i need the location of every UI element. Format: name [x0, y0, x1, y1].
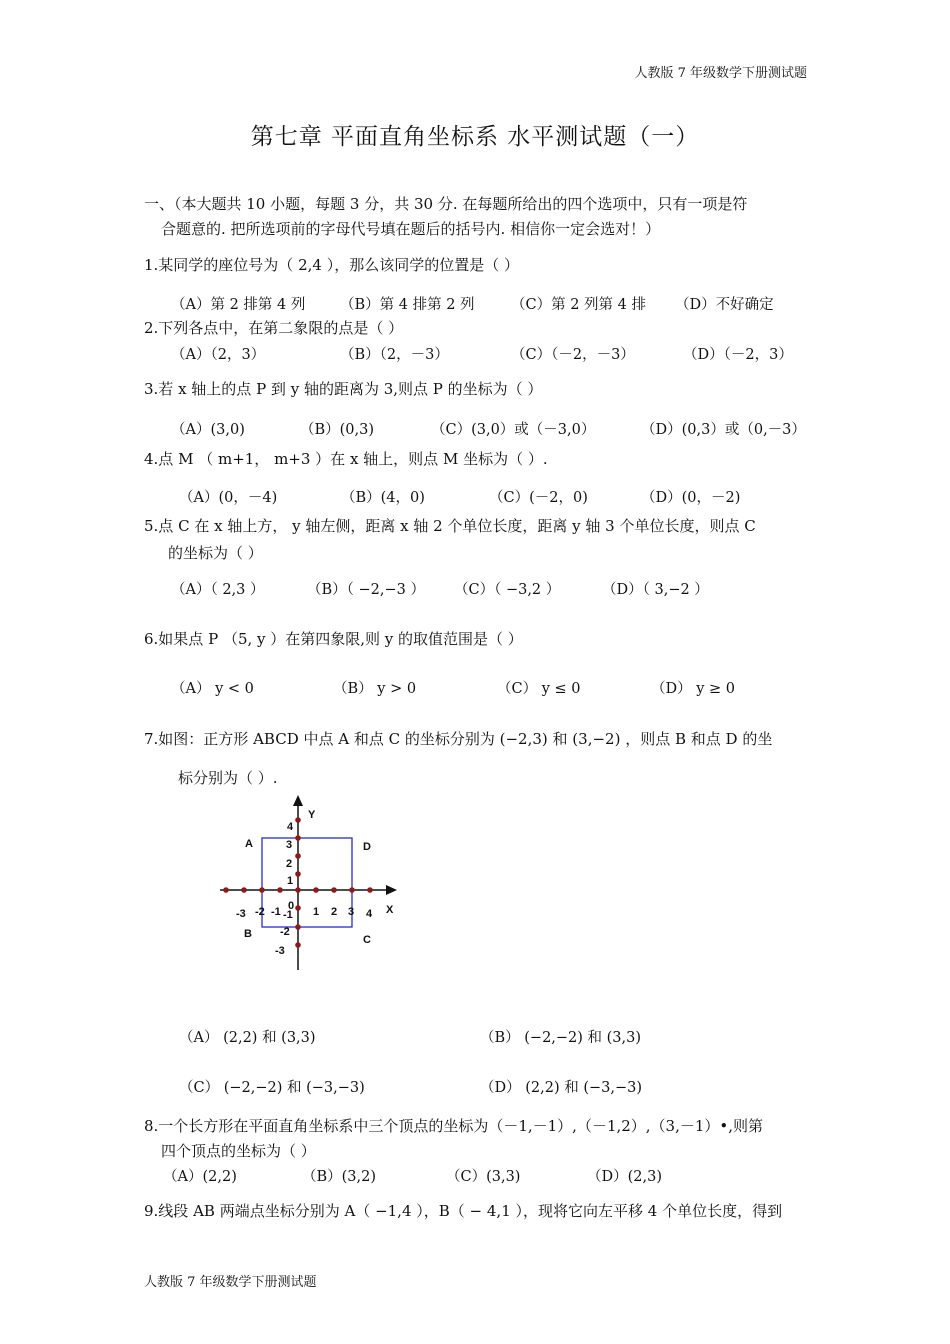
x-dot	[277, 887, 283, 893]
y-tick-label: -2	[280, 926, 290, 938]
q4-option-b: （B）(4，0)	[341, 490, 425, 506]
q8-option-c: （C）(3,3)	[446, 1169, 521, 1185]
x-dot	[241, 887, 247, 893]
question-5-stem-line1: 5.点 C 在 x 轴上方， y 轴左侧，距离 x 轴 2 个单位长度，距离 y 轴 3 个单位长度，则点 C	[144, 517, 756, 535]
q2-option-d: （D）（－2，3）	[683, 347, 793, 363]
section-instructions-line1: 一、（本大题共 10 小题，每题 3 分，共 30 分. 在每题所给出的四个选项中，只有一项是符	[144, 195, 748, 213]
vertex-c-label: C	[363, 934, 371, 946]
q6-option-c: （C） y ≤ 0	[497, 681, 581, 697]
y-dot	[295, 835, 301, 841]
y-dot	[295, 871, 301, 877]
q3-option-d: （D）(0,3）或（0,－3）	[641, 422, 806, 438]
y-dot	[295, 817, 301, 823]
q5-option-b: （B）（ −2,−3 ）	[307, 582, 425, 598]
question-5-stem-line2: 的坐标为（ ）	[168, 544, 263, 562]
y-tick-label: 3	[286, 839, 293, 851]
question-3-stem: 3.若 x 轴上的点 P 到 y 轴的距离为 3,则点 P 的坐标为（ ）	[144, 380, 543, 398]
x-dot	[331, 887, 337, 893]
x-tick-label: 4	[366, 908, 373, 920]
q6-option-a: （A） y < 0	[171, 681, 254, 697]
x-axis-arrow	[386, 885, 397, 895]
q8-option-a: （A）(2,2)	[163, 1169, 237, 1185]
q1-option-d: （D）不好确定	[675, 297, 774, 313]
q6-option-d: （D） y ≥ 0	[651, 681, 736, 697]
page-footer: 人教版 7 年级数学下册测试题	[144, 1275, 317, 1290]
question-1-stem: 1.某同学的座位号为（ 2,4 ），那么该同学的位置是（ ）	[144, 256, 519, 274]
x-dot	[349, 887, 355, 893]
x-axis-label: X	[386, 904, 394, 916]
y-tick-label: 1	[287, 875, 294, 887]
x-tick-label: 3	[348, 906, 355, 918]
x-tick-label: 2	[331, 906, 338, 918]
vertex-a-label: A	[245, 838, 253, 850]
y-tick-label: 2	[286, 858, 293, 870]
q4-option-d: （D）(0，－2)	[641, 490, 741, 506]
q4-option-a: （A）(0，－4)	[179, 490, 278, 506]
q2-option-a: （A）（2，3）	[171, 347, 266, 363]
y-axis-arrow	[293, 795, 303, 806]
q1-option-b: （B）第 4 排第 2 列	[340, 297, 475, 313]
origin-label: 0	[288, 900, 295, 912]
question-6-stem: 6.如果点 P （5, y ）在第四象限,则 y 的取值范围是（ ）	[144, 630, 523, 648]
q2-option-c: （C）（－2，－3）	[511, 347, 635, 363]
question-7-stem-line1: 7.如图：正方形 ABCD 中点 A 和点 C 的坐标分别为 (−2,3) 和 (3,−2) ，则点 B 和点 D 的坐	[144, 730, 773, 748]
q3-option-c: （C）(3,0）或（－3,0）	[431, 422, 596, 438]
q5-option-c: （C）（ −3,2 ）	[454, 582, 561, 598]
coordinate-figure	[215, 790, 405, 970]
q1-option-a: （A）第 2 排第 4 列	[171, 297, 306, 313]
q7-option-a: （A） (2,2) 和 (3,3)	[179, 1030, 316, 1046]
section-instructions-line2: 合题意的. 把所选项前的字母代号填在题后的括号内. 相信你一定会选对！）	[161, 220, 661, 238]
q7-option-d: （D） (2,2) 和 (−3,−3)	[480, 1080, 642, 1096]
question-4-stem: 4.点 M （ m+1， m+3 ）在 x 轴上，则点 M 坐标为（ ）.	[144, 450, 548, 468]
y-dot	[295, 853, 301, 859]
y-dot	[295, 924, 301, 930]
q3-option-a: （A）(3,0)	[171, 422, 245, 438]
q5-option-d: （D）（ 3,−2 ）	[602, 582, 709, 598]
y-dot	[295, 887, 301, 893]
vertex-d-label: D	[363, 841, 371, 853]
y-dot	[295, 942, 301, 948]
y-dot	[295, 905, 301, 911]
x-tick-label: -3	[236, 908, 246, 920]
question-8-stem-line1: 8.一个长方形在平面直角坐标系中三个顶点的坐标为（－1,－1）,（－1,2）,（3,－1）•,则第	[144, 1117, 764, 1135]
page-title: 第七章 平面直角坐标系 水平测试题（一）	[250, 124, 700, 150]
x-tick-label: 1	[313, 906, 320, 918]
y-tick-label: -1	[283, 909, 293, 921]
x-dot	[259, 887, 265, 893]
x-dot	[313, 887, 319, 893]
q8-option-b: （B）(3,2)	[302, 1169, 377, 1185]
page-header: 人教版 7 年级数学下册测试题	[634, 66, 807, 81]
q7-option-c: （C） (−2,−2) 和 (−3,−3)	[179, 1080, 365, 1096]
q2-option-b: （B）（2，－3）	[340, 347, 449, 363]
y-tick-label: 4	[287, 821, 294, 833]
y-tick-label: -3	[275, 945, 285, 957]
question-8-stem-line2: 四个顶点的坐标为（ ）	[161, 1142, 316, 1160]
vertex-b-label: B	[244, 928, 252, 940]
q3-option-b: （B）(0,3)	[300, 422, 375, 438]
x-tick-label: -1	[271, 906, 281, 918]
x-tick-label: -2	[255, 906, 265, 918]
question-9-stem: 9.线段 AB 两端点坐标分别为 A（ −1,4 ），B（ − 4,1 ），现将它向左平移 4 个单位长度，得到	[144, 1202, 783, 1220]
q4-option-c: （C）(－2，0)	[489, 490, 588, 506]
q6-option-b: （B） y > 0	[333, 681, 417, 697]
q7-option-b: （B） (−2,−2) 和 (3,3)	[480, 1030, 642, 1046]
q5-option-a: （A）（ 2,3 ）	[171, 582, 265, 598]
question-2-stem: 2.下列各点中，在第二象限的点是（ ）	[144, 319, 404, 337]
q8-option-d: （D）(2,3)	[587, 1169, 662, 1185]
question-7-stem-line2: 标分别为（ ）.	[178, 769, 278, 787]
q1-option-c: （C）第 2 列第 4 排	[511, 297, 646, 313]
y-axis-label: Y	[308, 809, 316, 821]
x-dot	[367, 887, 373, 893]
x-dot	[223, 887, 229, 893]
